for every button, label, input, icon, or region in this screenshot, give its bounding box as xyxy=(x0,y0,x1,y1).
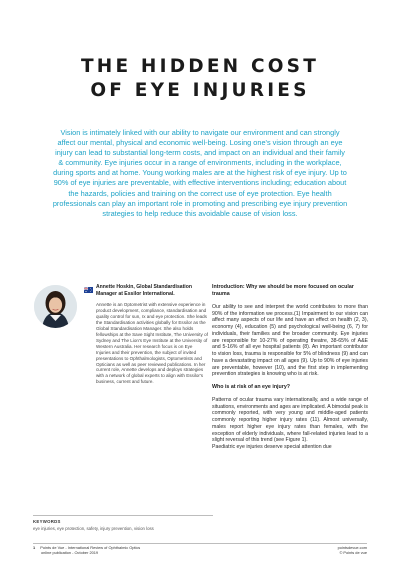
body-paragraph-2: Patterns of ocular trauma vary internationally, and a wide range of situations, environments and ages are implicated. A bimodal peak is commonly reported, with very young and middle-aged patients commonly reporting higher injury rates (11). Almost universally, males report higher eye injury rates than females, with the exception of elderly individuals, where fall-related injuries lead to a slight reversal of this trend (see Figure 1). xyxy=(212,396,368,444)
copyright-notice: © Points de vue xyxy=(339,550,367,556)
keywords-heading: KEYWORDS xyxy=(33,519,61,524)
footer-left xyxy=(33,545,140,555)
section-heading-risk: Who is at risk of an eye injury? xyxy=(212,384,290,391)
body-paragraph-1: Our ability to see and interpret the world contributes to more than 90% of the information we process.(1) Impairment to our vision can affect many aspects of our life and have an effect on health (2, 3), economy (4), education (5) and psychological well-being (6, 7) for individuals, their families and the broader community. Eye injuries are responsible for 10-27% of operating theatre, 38-65% of A&E and 5-16% of all eye hospital patients (8). An important contributor to vision loss, trauma is responsible for 5% of blindness (9) and can have a devastating impact on all ages (9). Up to 90% of eye injuries are preventable, however (10), and the first step in implementing prevention strategies is knowing who is at risk. xyxy=(212,303,368,378)
intro-paragraph: Vision is intimately linked with our ability to navigate our environment and can strongly affect our mental, physical and economic well-being. Losing one's vision through an eye injury can lead to substantial long-term costs, and impact on an individual and their family & community. Eye injuries occur in a range of environments, including in the workplace, during sports and at home. Young working males are at the highest risk of eye injury. Up to 90% of eye injuries are preventable, with effective interventions including; education about the hazards, policies and training on the correct use of eye protection. Eye health professionals can play an important role in promoting and prescribing eye injury prevention strategies to help reduce this avoidable cause of vision loss. xyxy=(52,128,348,218)
site-link[interactable]: pointsdevue.com xyxy=(337,545,367,550)
author-portrait-image xyxy=(34,285,77,328)
keywords-text: eye injuries, eye protection, safety, injury prevention, vision loss xyxy=(33,526,154,531)
title-line-1: THE HIDDEN COST xyxy=(80,56,320,77)
section-heading-introduction: Introduction: Why we should be more focused on ocular trauma xyxy=(212,284,354,297)
author-photo xyxy=(34,285,77,328)
footer-right xyxy=(338,545,367,555)
publication-edition: online publication - October 2019 xyxy=(41,550,99,556)
keywords-divider xyxy=(33,515,213,516)
intro-summary xyxy=(52,128,348,219)
body-paragraph-3: Paediatric eye injuries deserve special attention due xyxy=(212,444,332,451)
author-bio-text: Annette is an Optometrist with extensive experience in product development, compliance, standardisation and quality control for sun, rx and eye protection. She leads the Standardisation activities globally for Essilor as the Global Standardisation Manager. She also holds fellowships at the Save Sight Institute, The University of Sydney and The Lion's Eye Institute at the University of Western Australia. Her research focus is on Eye Injuries and their prevention, the subject of invited presentations to Ophthalmologists, Optometrists and Opticians as well as peer reviewed publications. In her current role, Annette develops and deploys strategies with a network of global experts to align with Essilor's business, current and future. xyxy=(96,302,208,385)
australian-flag-icon xyxy=(84,287,93,293)
journal-name: Points de Vue - International Review of Ophthalmic Optics xyxy=(40,545,141,550)
author-name: Annette Hoskin, Global Standardisation Manager at Essilor International. xyxy=(96,284,192,297)
body-column xyxy=(212,284,368,451)
author-bio xyxy=(96,302,208,385)
page-number: 1 xyxy=(33,545,36,550)
title-line-2: OF EYE INJURIES xyxy=(90,80,310,101)
footer-divider xyxy=(33,543,367,544)
